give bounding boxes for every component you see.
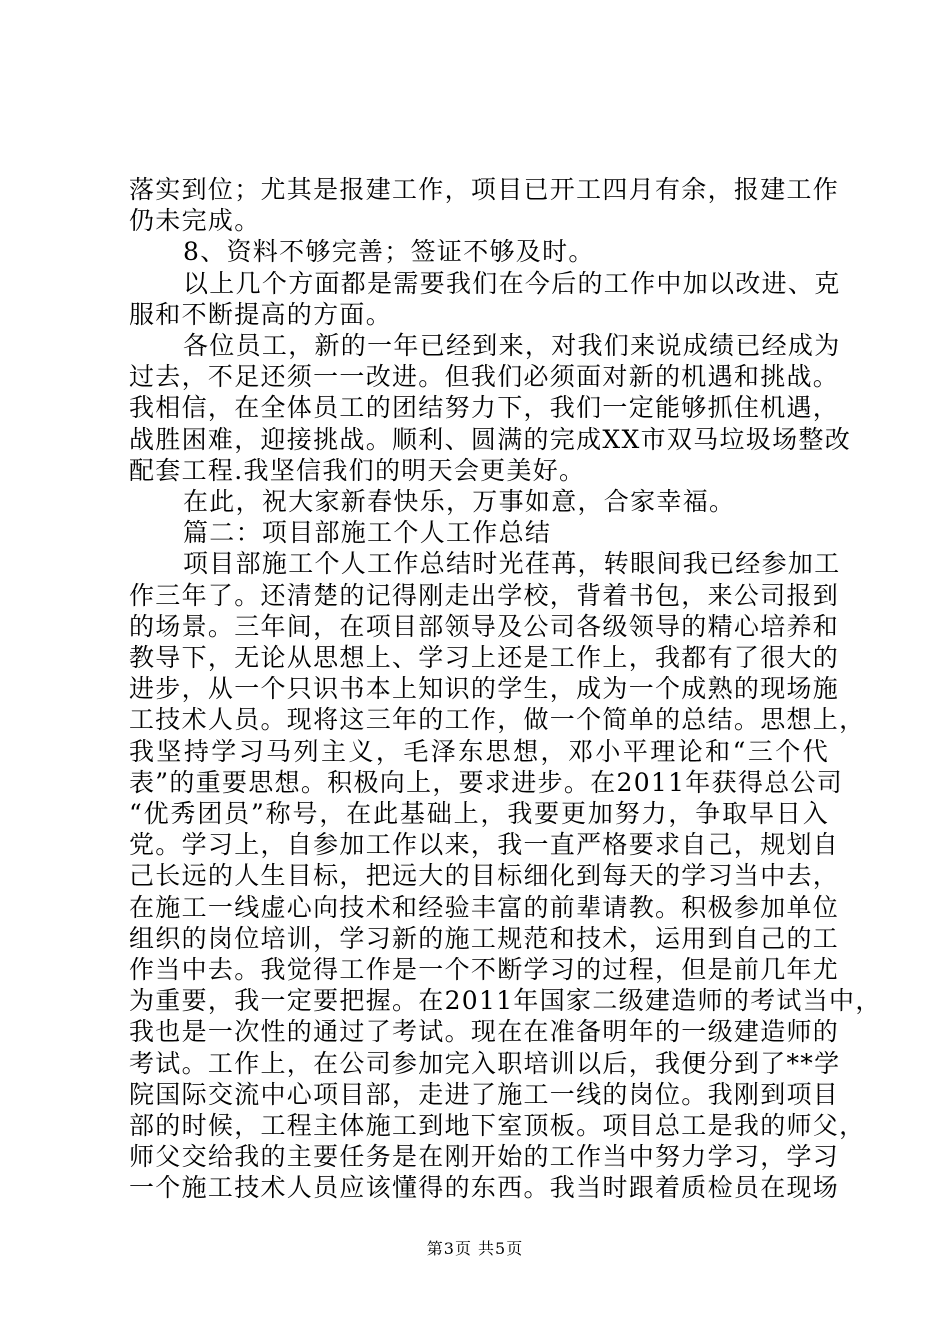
body-text-line: 作三年了。还清楚的记得刚走出学校，背着书包，来公司报到 <box>129 581 840 610</box>
body-text-line: 战胜困难，迎接挑战。顺利、圆满的完成XX市双马垃圾场整改 <box>129 425 851 454</box>
body-text-line: 仍未完成。 <box>129 206 261 235</box>
body-text-line: 考试。工作上，在公司参加完入职培训以后，我便分到了**学 <box>129 1049 841 1078</box>
body-text-line: 党。学习上，自参加工作以来，我一直严格要求自己，规划自 <box>129 830 840 859</box>
body-text-line: 进步，从一个只识书本上知识的学生，成为一个成熟的现场施 <box>129 674 840 703</box>
body-text-line: 为重要，我一定要把握。在2011年国家二级建造师的考试当中， <box>129 986 882 1015</box>
body-text-line: 己长远的人生目标，把远大的目标细化到每天的学习当中去， <box>129 861 840 890</box>
body-text-line: 落实到位；尤其是报建工作，项目已开工四月有余，报建工作 <box>129 175 840 204</box>
page-number-footer: 第3页 共5页 <box>426 1239 524 1258</box>
body-text-line: 在施工一线虚心向技术和经验丰富的前辈请教。积极参加单位 <box>129 893 840 922</box>
body-text-line: 配套工程.我坚信我们的明天会更美好。 <box>129 456 586 485</box>
body-text-line: 过去，不足还须一一改进。但我们必须面对新的机遇和挑战。 <box>129 362 840 391</box>
body-text-line: 项目部施工个人工作总结时光荏苒，转眼间我已经参加工 <box>183 549 841 578</box>
body-text-line: 8、资料不够完善；签证不够及时。 <box>183 237 595 266</box>
body-text-line: 我也是一次性的通过了考试。现在在准备明年的一级建造师的 <box>129 1017 840 1046</box>
body-text-line: 工技术人员。现将这三年的工作，做一个简单的总结。思想上， <box>129 705 866 734</box>
body-text-line: 以上几个方面都是需要我们在今后的工作中加以改进、克 <box>183 269 841 298</box>
body-text-line: 组织的岗位培训，学习新的施工规范和技术，运用到自己的工 <box>129 924 840 953</box>
body-text-line: 教导下，无论从思想上、学习上还是工作上，我都有了很大的 <box>129 643 840 672</box>
body-text-line: 在此，祝大家新春快乐，万事如意，合家幸福。 <box>183 487 736 516</box>
body-text-line: 院国际交流中心项目部，走进了施工一线的岗位。我刚到项目 <box>129 1080 840 1109</box>
body-text-line: 师父交给我的主要任务是在刚开始的工作当中努力学习，学习 <box>129 1142 840 1171</box>
body-text-line: 各位员工，新的一年已经到来，对我们来说成绩已经成为 <box>183 331 841 360</box>
body-text-line: 我坚持学习马列主义，毛泽东思想，邓小平理论和“三个代 <box>129 737 829 766</box>
body-text-line: “优秀团员”称号，在此基础上，我要更加努力，争取早日入 <box>129 799 829 828</box>
body-text-line: 表”的重要思想。积极向上，要求进步。在2011年获得总公司 <box>129 768 844 797</box>
body-text-line: 部的时候，工程主体施工到地下室顶板。项目总工是我的师父， <box>129 1111 866 1140</box>
section-heading: 篇二：项目部施工个人工作总结 <box>183 518 552 547</box>
body-text-line: 我相信，在全体员工的团结努力下，我们一定能够抓住机遇， <box>129 393 840 422</box>
body-text-line: 的场景。三年间，在项目部领导及公司各级领导的精心培养和 <box>129 612 840 641</box>
body-text-line: 服和不断提高的方面。 <box>129 300 393 329</box>
body-text-line: 作当中去。我觉得工作是一个不断学习的过程，但是前几年尤 <box>129 955 840 984</box>
body-text-line: 一个施工技术人员应该懂得的东西。我当时跟着质检员在现场 <box>129 1173 840 1202</box>
